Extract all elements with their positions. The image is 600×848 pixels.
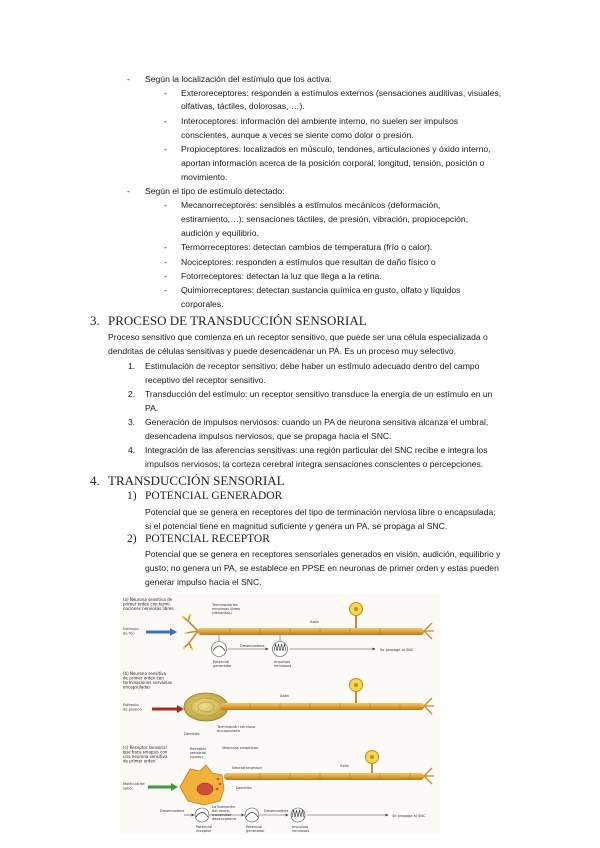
bullet-dash: -	[164, 285, 167, 295]
generator-potential-label-a: Potencial	[213, 660, 230, 664]
tipo-title: Según el tipo de estímulo detectado:	[145, 186, 285, 196]
svg-text:Impulsosnerviosos: Impulsos nerviosos	[274, 660, 292, 668]
list-item-cont: olfativas, táctiles, dolorosas, …).	[181, 101, 305, 111]
trigger-label-a: Desencadena	[240, 644, 265, 648]
svg-text:La liberacióndel neuro-transmi: La liberación del neuro-transmisor desencadena	[212, 805, 237, 821]
bullet-dash: -	[164, 271, 167, 281]
neurotransmitter-label: Neurotransmisor	[232, 766, 263, 770]
step-text: Estimulación de receptor sensitivo: debe haber un estímulo adecuado dentro del campo	[145, 361, 480, 371]
section-3-intro: Proceso sensitivo que comienza en un receptor sensitivo, que puede ser una célula especializada o	[108, 332, 488, 342]
step-number: 3.	[128, 417, 136, 427]
receptor-potential-label: Potencial	[196, 825, 213, 829]
trigger-label-c1: Desencadena	[160, 809, 185, 813]
svg-text:(b) Neurona sensitivade primer: (b) Neurona sensitiva de primer orden con terminaciones nerviosas encapsuladas	[123, 671, 172, 690]
nerve-impulses-graph-a	[273, 642, 288, 657]
subsection-2-title: POTENCIAL RECEPTOR	[145, 533, 270, 545]
step-text-cont: desencadena impulsos nerviosos, que se propaga hacia el SNC.	[145, 431, 392, 441]
cold-stimulus-label: Estímulo	[123, 627, 139, 631]
subsection-2-text: Potencial que se genera en receptores sensoriales generados en visión, audición, equilibrio y	[145, 549, 501, 559]
panel-a-title: (a) Neurona sensitiva de	[123, 597, 173, 602]
svg-text:Terminacionesnerviosas libres(: Terminaciones nerviosas libres (dendritas)	[212, 603, 241, 615]
list-item: Interoceptores: información del ambiente interno, no suelen ser impulsos	[181, 116, 459, 126]
list-item-cont: conscientes, aunque a veces se siente como dolor o presión.	[181, 130, 414, 140]
svg-text:Estímulode frío: Estímulo de frío	[123, 627, 139, 636]
panel-b-title: (b) Neurona sensitiva	[123, 671, 166, 676]
subsection-2-text: generar impulso hacia el SNC.	[145, 577, 262, 587]
section-4-number: 4.	[90, 473, 100, 488]
step-text: Generación de impulsos nerviosos: cuando un PA de neurona sensitiva alcanza el umbral,	[145, 417, 489, 427]
step-text: Integración de las aferencias sensitivas: una región particular del SNC recibe e integra los	[145, 445, 488, 455]
generator-potential-graph-a	[212, 642, 227, 657]
step-text-cont: impulsos nerviosos; la corteza cerebral integra sensaciones conscientes o percepciones.	[145, 459, 484, 469]
vesicles-label: Vesículas sinápticas	[222, 746, 258, 750]
axon-a	[198, 628, 424, 635]
list-item: Fotorreceptores: detectan la luz que llega a la retina.	[181, 271, 382, 281]
section-3-title: PROCESO DE TRANSDUCCIÓN SENSORIAL	[108, 313, 367, 328]
svg-text:Potencialreceptor: Potencial receptor	[196, 825, 213, 833]
transduction-figure	[120, 593, 440, 835]
bullet-dash: -	[164, 200, 167, 210]
free-terminals-label: Terminaciones	[212, 603, 238, 607]
list-item-cont: audición y equilibrio.	[181, 228, 259, 238]
section-3-number: 3.	[90, 313, 100, 328]
step-text: Transducción del estímulo: un receptor sensitivo transduce la energía de un estímulo en un	[145, 389, 493, 399]
list-item: Nociceptores: responden a estímulos que resultan de daño físico o	[181, 257, 436, 267]
transduction-figure-svg	[120, 593, 440, 835]
bullet-dash: -	[164, 88, 167, 98]
taste-stimulus-label: Molécula de	[123, 782, 145, 786]
propagation-label-c: Se propaga al SNC	[392, 814, 426, 818]
step-number: 4.	[128, 445, 136, 455]
axon-a-label: Axón	[310, 620, 319, 624]
subsection-2-text: gusto; no genera un PA, se establece en PPSE en neuronas de primer orden y estas pueden	[145, 563, 499, 573]
dendrite-b-label: Dendrita	[184, 732, 200, 736]
subsection-1-text: si el potencial tiene en magnitud suficiente y genera un PA, se propaga al SNC.	[145, 521, 448, 531]
trigger-label-c2: Desencadena	[264, 809, 289, 813]
propagation-label-a: Se propaga al SNC	[380, 648, 414, 652]
capsule-label: Terminación nerviosa	[217, 725, 256, 729]
section-4-title: TRANSDUCCIÓN SENSORIAL	[108, 473, 285, 488]
list-item: Exteroreceptores: responden a estímulos externos (sensaciones auditivas, visuales,	[181, 88, 502, 98]
bullet-dash: -	[127, 186, 130, 196]
svg-text:Terminación nerviosaencapsulad: Terminación nerviosa encapsulada	[217, 725, 256, 733]
receptor-label: Receptor	[190, 747, 207, 751]
list-item: Mecanorreceptores: sensibles a estímulos mecánicos (deformación,	[181, 200, 441, 210]
nerve-impulses-graph-c	[291, 808, 305, 822]
bullet-dash: -	[164, 116, 167, 126]
step-text-cont: PA.	[145, 403, 159, 413]
list-item-cont: aportan información acerca de la posición corporal, longitud, tensión, posición o	[181, 158, 485, 168]
svg-text:(c) Receptor sensorialque hace: (c) Receptor sensorial que hace sinapsis con una neurona sensitiva de primer orden	[123, 745, 168, 764]
step-text-cont: receptivo del receptor sensitivo.	[145, 375, 266, 385]
panel-c-title: (c) Receptor sensorial	[123, 745, 167, 750]
subsection-1-title: POTENCIAL GENERADOR	[145, 490, 283, 502]
list-item-cont: movimiento.	[181, 172, 228, 182]
generator-potential-label-c: Potencial	[246, 825, 263, 829]
release-label: La liberación	[212, 805, 235, 809]
bullet-dash: -	[164, 257, 167, 267]
svg-text:Potencialgenerador: Potencial generador	[246, 825, 265, 833]
section-3-intro: dendritas de células sensitivas y puede desencadenar un PA. Es un proceso muy selectivo.	[108, 346, 457, 356]
axon-b	[220, 703, 424, 710]
list-item: Propioceptores: localizados en músculo, tendones, articulaciones y óxido interno,	[181, 144, 491, 154]
svg-text:Estímulode presión: Estímulo de presión	[123, 703, 142, 712]
list-item-cont: corporales.	[181, 299, 224, 309]
nerve-impulses-label-a: Impulsos	[274, 660, 291, 664]
step-number: 2.	[128, 389, 136, 399]
svg-text:Molécula desabor: Molécula de sabor	[123, 782, 145, 791]
svg-text:(a) Neurona sensitiva deprimer: (a) Neurona sensitiva de primer orden con termi-naciones nerviosas libres	[123, 597, 174, 611]
svg-text:Receptorsensorial(gusto): Receptor sensorial (gusto)	[190, 747, 207, 759]
list-item-cont: estiramiento,…); sensaciones táctiles, de presión, vibración, propiocepción,	[181, 214, 469, 224]
axon-c	[224, 773, 424, 780]
axon-b-label: Axón	[280, 694, 289, 698]
svg-text:Potencialgenerador: Potencial generador	[213, 660, 232, 668]
list-item: Quimiorreceptores: detectan sustancia química en gusto, olfato y líquidos	[181, 285, 461, 295]
step-number: 1.	[128, 361, 136, 371]
subsection-1-text: Potencial que se genera en receptores del tipo de terminación nerviosa libre o encapsulada;	[145, 507, 496, 517]
localizacion-title: Según la localización del estímulo que los activa:	[145, 74, 332, 84]
nerve-impulses-label-c: Impulsos	[292, 825, 309, 829]
bullet-dash: -	[164, 144, 167, 154]
subsection-2-number: 2)	[127, 533, 137, 545]
svg-text:Impulsosnerviosos: Impulsos nerviosos	[292, 825, 310, 833]
bullet-dash: -	[127, 74, 130, 84]
subsection-1-number: 1)	[127, 490, 137, 502]
list-item: Termorreceptores: detectan cambios de temperatura (frío o calor).	[181, 242, 433, 252]
pressure-stimulus-label: Estímulo	[123, 703, 139, 707]
axon-c-label: Axón	[340, 764, 349, 768]
bullet-dash: -	[164, 242, 167, 252]
dendrite-c-label: Dendrita	[236, 786, 252, 790]
